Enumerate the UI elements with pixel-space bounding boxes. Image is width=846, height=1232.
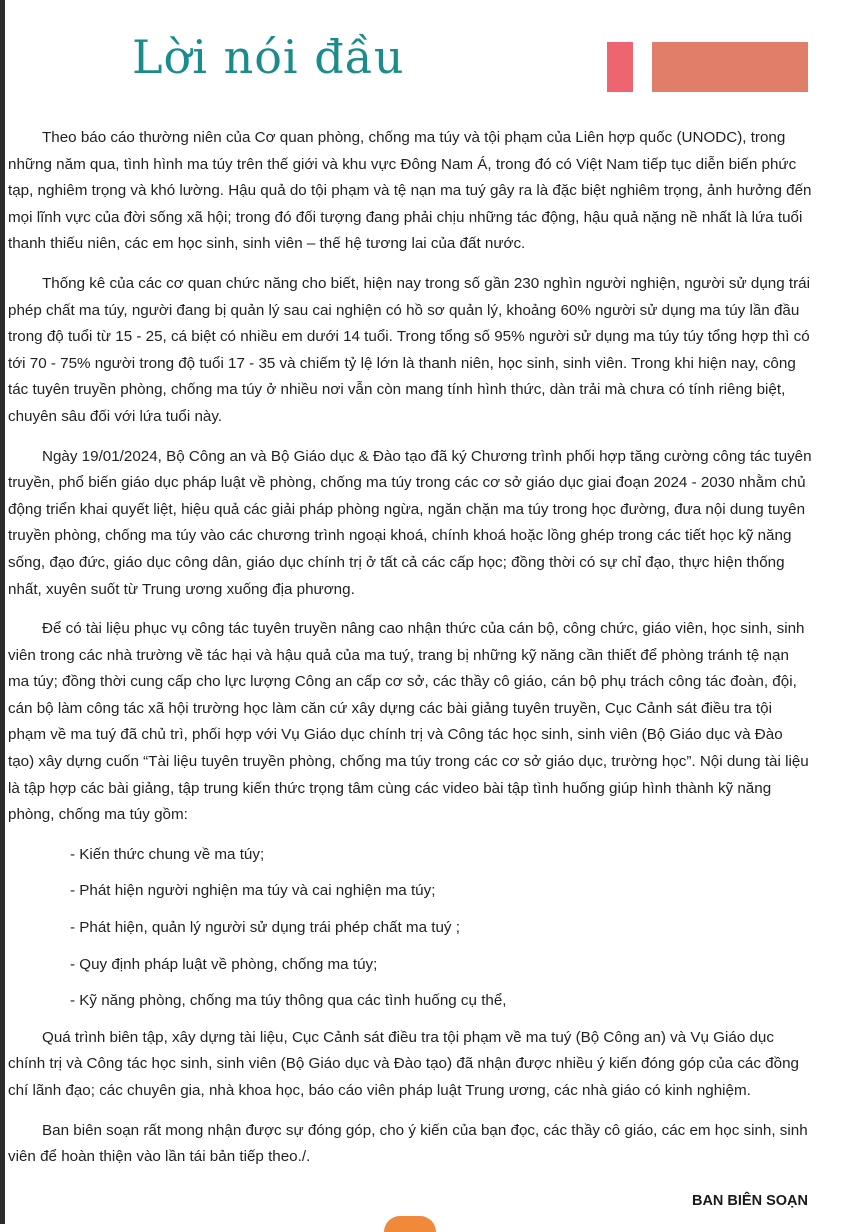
list-item: - Phát hiện, quản lý người sử dụng trái phép chất ma tuý ; xyxy=(70,919,460,937)
page-left-border xyxy=(0,0,5,1224)
page-title: Lời nói đầu xyxy=(132,30,405,84)
signature: BAN BIÊN SOẠN xyxy=(691,1193,808,1209)
paragraph: Để có tài liệu phục vụ công tác tuyên truyền nâng cao nhận thức của cán bộ, công chức, giáo viên, học sinh, sinh viên trong các nhà trường về tác hại và hậu quả của ma tuý, trang bị những kỹ năng cần thiết để phòng tránh tệ nạn ma túy; đồng thời cung cấp cho lực lượng Công an cấp cơ sở, các thầy cô giáo, cán bộ phụ trách công tác đoàn, đội, cán bộ làm công tác xã hội trường học làm căn cứ xây dựng các bài giảng tuyên truyền, Cục Cảnh sát điều tra tội phạm về ma tuý đã chủ trì, phối hợp với Vụ Giáo dục chính trị và Công tác học sinh, sinh viên (Bộ Giáo dục và Đào tạo) xây dựng cuốn “Tài liệu tuyên truyền phòng, chống ma túy trong các cơ sở giáo dục, trường học”. Nội dung tài liệu là tập hợp các bài giảng, tập trung kiến thức trọng tâm cùng các video bài tập tình huống giúp hình thành kỹ năng phòng, chống ma túy gồm: xyxy=(8,620,809,824)
list-item: - Kỹ năng phòng, chống ma túy thông qua các tình huống cụ thể, xyxy=(70,992,507,1010)
paragraph: Theo báo cáo thường niên của Cơ quan phòng, chống ma túy và tội phạm của Liên hợp quốc (UNODC), trong những năm qua, tình hình ma túy trên thế giới và khu vực Đông Nam Á, trong đó có Việt Nam tiếp tục diễn biến phức tạp, nghiêm trọng và khó lường. Hậu quả do tội phạm và tệ nạn ma tuý gây ra là đặc biệt nghiêm trọng, ảnh hưởng đến mọi lĩnh vực của đời sống xã hội; trong đó đối tượng đang phải chịu những tác động, hậu quả nặng nề nhất là lứa tuổi thanh thiếu niên, các em học sinh, sinh viên – thế hệ tương lai của đất nước. xyxy=(8,129,812,253)
page-tab-decoration xyxy=(384,1216,436,1232)
list-item: - Kiến thức chung về ma túy; xyxy=(70,845,265,863)
decorative-bar-large xyxy=(652,42,808,92)
list-item: - Phát hiện người nghiện ma túy và cai nghiện ma túy; xyxy=(70,882,436,900)
decorative-bar-small xyxy=(607,42,633,92)
paragraph: Quá trình biên tập, xây dựng tài liệu, Cục Cảnh sát điều tra tội phạm về ma tuý (Bộ Công an) và Vụ Giáo dục chính trị và Công tác học sinh, sinh viên (Bộ Giáo dục và Đào tạo) đã nhận được nhiều ý kiến đóng góp của các đồng chí lãnh đạo; các chuyên gia, nhà khoa học, báo cáo viên pháp luật Trung ương, các nhà giáo có kinh nghiệm. xyxy=(8,1028,799,1099)
paragraph: Ngày 19/01/2024, Bộ Công an và Bộ Giáo dục & Đào tạo đã ký Chương trình phối hợp tăng cường công tác tuyên truyền, phổ biến giáo dục pháp luật về phòng, chống ma túy trong các cơ sở giáo dục giai đoạn 2024 - 2030 nhằm chủ động triển khai quyết liệt, hiệu quả các giải pháp phòng ngừa, ngăn chặn ma túy trong học đường, đưa nội dung tuyên truyền phòng, chống ma túy vào các chương trình ngoại khoá, chính khoá hoặc lồng ghép trong các tiết học kỹ năng sống, đạo đức, giáo dục công dân, giáo dục chính trị ở tất cả các cấp học; đồng thời có sự chỉ đạo, thực hiện thống nhất, xuyên suốt từ Trung ương xuống địa phương. xyxy=(8,447,812,598)
paragraph: Ban biên soạn rất mong nhận được sự đóng góp, cho ý kiến của bạn đọc, các thầy cô giáo, các em học sinh, sinh viên để hoàn thiện vào lần tái bản tiếp theo./. xyxy=(8,1121,808,1166)
document-body xyxy=(8,125,813,1184)
paragraph: Thống kê của các cơ quan chức năng cho biết, hiện nay trong số gần 230 nghìn người nghiện, người sử dụng trái phép chất ma túy, người đang bị quản lý sau cai nghiện có hồ sơ quản lý, khoảng 60% người sử dụng ma túy lần đầu trong độ tuổi từ 15 - 25, cá biệt có nhiều em dưới 14 tuổi. Trong tổng số 95% người sử dụng ma túy túy tổng hợp thì có tới 70 - 75% người trong độ tuổi 17 - 35 và chiếm tỷ lệ lớn là thanh niên, học sinh, sinh viên. Trong khi hiện nay, công tác tuyên truyền phòng, chống ma túy ở nhiều nơi vẫn còn mang tính hình thức, dàn trải mà chưa có tính riêng biệt, chuyên sâu đối với lứa tuổi này. xyxy=(8,274,810,425)
list-item: - Quy định pháp luật về phòng, chống ma túy; xyxy=(70,955,378,973)
